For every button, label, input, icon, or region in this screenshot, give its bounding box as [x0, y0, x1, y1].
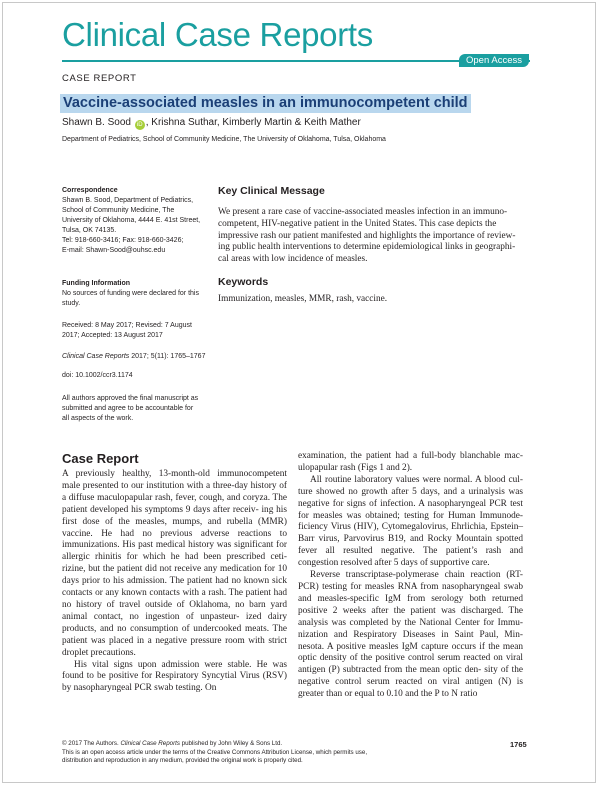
citation-volume: 2017; 5(11): 1765–1767	[129, 353, 206, 360]
correspondence-line: Tulsa, OK 74135.	[62, 227, 117, 234]
paragraph: All routine laboratory values were normal. A blood cul- ture showed no growth after 5 days, and a urinalysis was negative for signs of infection. A nasopharyngeal PCR test for measles was obtained; testing for Human Immunode- ficiency Virus (HIV), Cytomegalovirus, Ehrlichia, Epstein–Barr virus, Parvovirus B19, and Rocky Mountain spotted fever all resulted negative. The patient’s rash and congestion resolved after 5 days of supportive care.	[298, 474, 524, 569]
key-message-line: competent, HIV-negative patient in the United States. This case depicts the	[218, 218, 497, 229]
article-title[interactable]: Vaccine-associated measles in an immunocompetent child	[60, 94, 471, 113]
author-list	[62, 117, 361, 130]
open-access-badge: Open Access	[459, 54, 529, 67]
doi[interactable]: doi: 10.1002/ccr3.1174	[62, 372, 133, 379]
dates-block	[62, 321, 212, 341]
correspondence-block	[62, 186, 212, 256]
key-message-body	[218, 207, 530, 266]
paragraph: Reverse transcriptase-polymerase chain reaction (RT- PCR) testing for measles RNA from nasopharyngeal swab and measles-specific IgM from serology both returned positive 2 weeks after the patient was discharged. The analysis was completed by the National Center for Immu- nization and Respiratory Diseases in Saint Paul, Min- nesota. A positive measles IgM capture occurs if the mean optic density of the positive control serum reacted on viral antigen (P) subtracted from the mean optic den- sity of the negative control serum reacted on viral antigen (N) is greater than or equal to 0.10 and the P to N ratio	[298, 570, 524, 700]
key-message-line: ing public health interventions to determine epidemiological links in geographi-	[218, 242, 516, 253]
citation-journal: Clinical Case Reports	[62, 353, 130, 360]
keywords-list: Immunization, measles, MMR, rash, vaccine.	[218, 294, 388, 304]
approval-block	[62, 394, 212, 424]
author-others: , Krishna Suthar, Kimberly Martin & Keith Mather	[145, 117, 361, 128]
journal-title: Clinical Case Reports	[62, 16, 373, 53]
correspondence-line: University of Oklahoma, 4444 E. 41st Street,	[62, 217, 201, 224]
key-message-heading: Key Clinical Message	[218, 185, 325, 197]
paragraph: A previously healthy, 13-month-old immunocompetent male presented to our institution with a three-day history of a diffuse maculopapular rash, fever, cough, and coryza. The patient developed his symptoms 9 days after receiv- ing his first dose of the measles, mumps, and rubella (MMR) vaccine. He had no previous adverse reactions to immunizations. His past medical history was significant for allergic rhinitis for which he had been prescribed ceti- rizine, but the patient did not receive any medication for 10 days prior to his admission. The patient had no known sick contacts or any known contacts with a rash. The patient had no history of travel outside of Oklahoma, no barn yard animal contact, no ingestion of unpasteur- ized dairy products, and no consumption of undercooked meats. The patient was placed in a negative pressure room with strict droplet precautions.	[62, 469, 288, 658]
dates-line: Received: 8 May 2017; Revised: 7 August	[62, 322, 192, 329]
left-column	[62, 469, 287, 695]
page-number: 1765	[510, 740, 527, 749]
dates-line: 2017; Accepted: 13 August 2017	[62, 332, 163, 339]
keywords-heading: Keywords	[218, 276, 269, 288]
correspondence-line: School of Community Medicine, The	[62, 207, 175, 214]
approval-line: submitted and agree to be accountable for	[62, 405, 194, 412]
affiliation: Department of Pediatrics, School of Community Medicine, The University of Oklahoma, Tulsa, Oklahoma	[62, 136, 386, 143]
approval-line: all aspects of the work.	[62, 415, 134, 422]
funding-line: study.	[62, 300, 81, 307]
author-first[interactable]: Shawn B. Sood	[62, 117, 131, 128]
approval-line: All authors approved the final manuscript as	[62, 395, 199, 402]
key-message-line: cal areas with low incidence of measles.	[218, 254, 368, 265]
funding-heading: Funding Information	[62, 280, 131, 287]
paragraph: His vital signs upon admission were stable. He was found to be positive for Respiratory Syncytial Virus (RSV) by nasopharyngeal PCR swab testing. On	[62, 659, 288, 694]
citation-line	[62, 352, 212, 362]
key-message-line: impressive rash our patient manifested and highlights the importance of review-	[218, 230, 516, 241]
correspondence-email[interactable]: E-mail: Shawn-Sood@ouhsc.edu	[62, 247, 166, 254]
copyright-line: © 2017 The Authors. Clinical Case Reports published by John Wiley & Sons Ltd.	[62, 740, 283, 747]
orcid-icon[interactable]: iD	[135, 120, 145, 130]
right-column	[298, 451, 523, 701]
funding-line: No sources of funding were declared for this	[62, 290, 199, 297]
paragraph: examination, the patient had a full-body blanchable mac- ulopapular rash (Figs 1 and 2).	[298, 451, 523, 473]
correspondence-heading: Correspondence	[62, 187, 118, 194]
license-line: distribution and reproduction in any medium, provided the original work is properly cited.	[62, 757, 303, 764]
license-line: This is an open access article under the terms of the Creative Commons Attribution License, which permits use,	[62, 748, 368, 756]
case-report-heading: Case Report	[62, 451, 139, 466]
correspondence-line: Tel: 918-660-3416; Fax: 918-660-3426;	[62, 237, 184, 244]
correspondence-line: Shawn B. Sood, Department of Pediatrics,	[62, 197, 194, 204]
article-type: CASE REPORT	[62, 73, 137, 84]
funding-block	[62, 279, 212, 309]
footer-license	[62, 740, 502, 766]
key-message-line: We present a rare case of vaccine-associated measles infection in an immuno-	[218, 207, 508, 217]
